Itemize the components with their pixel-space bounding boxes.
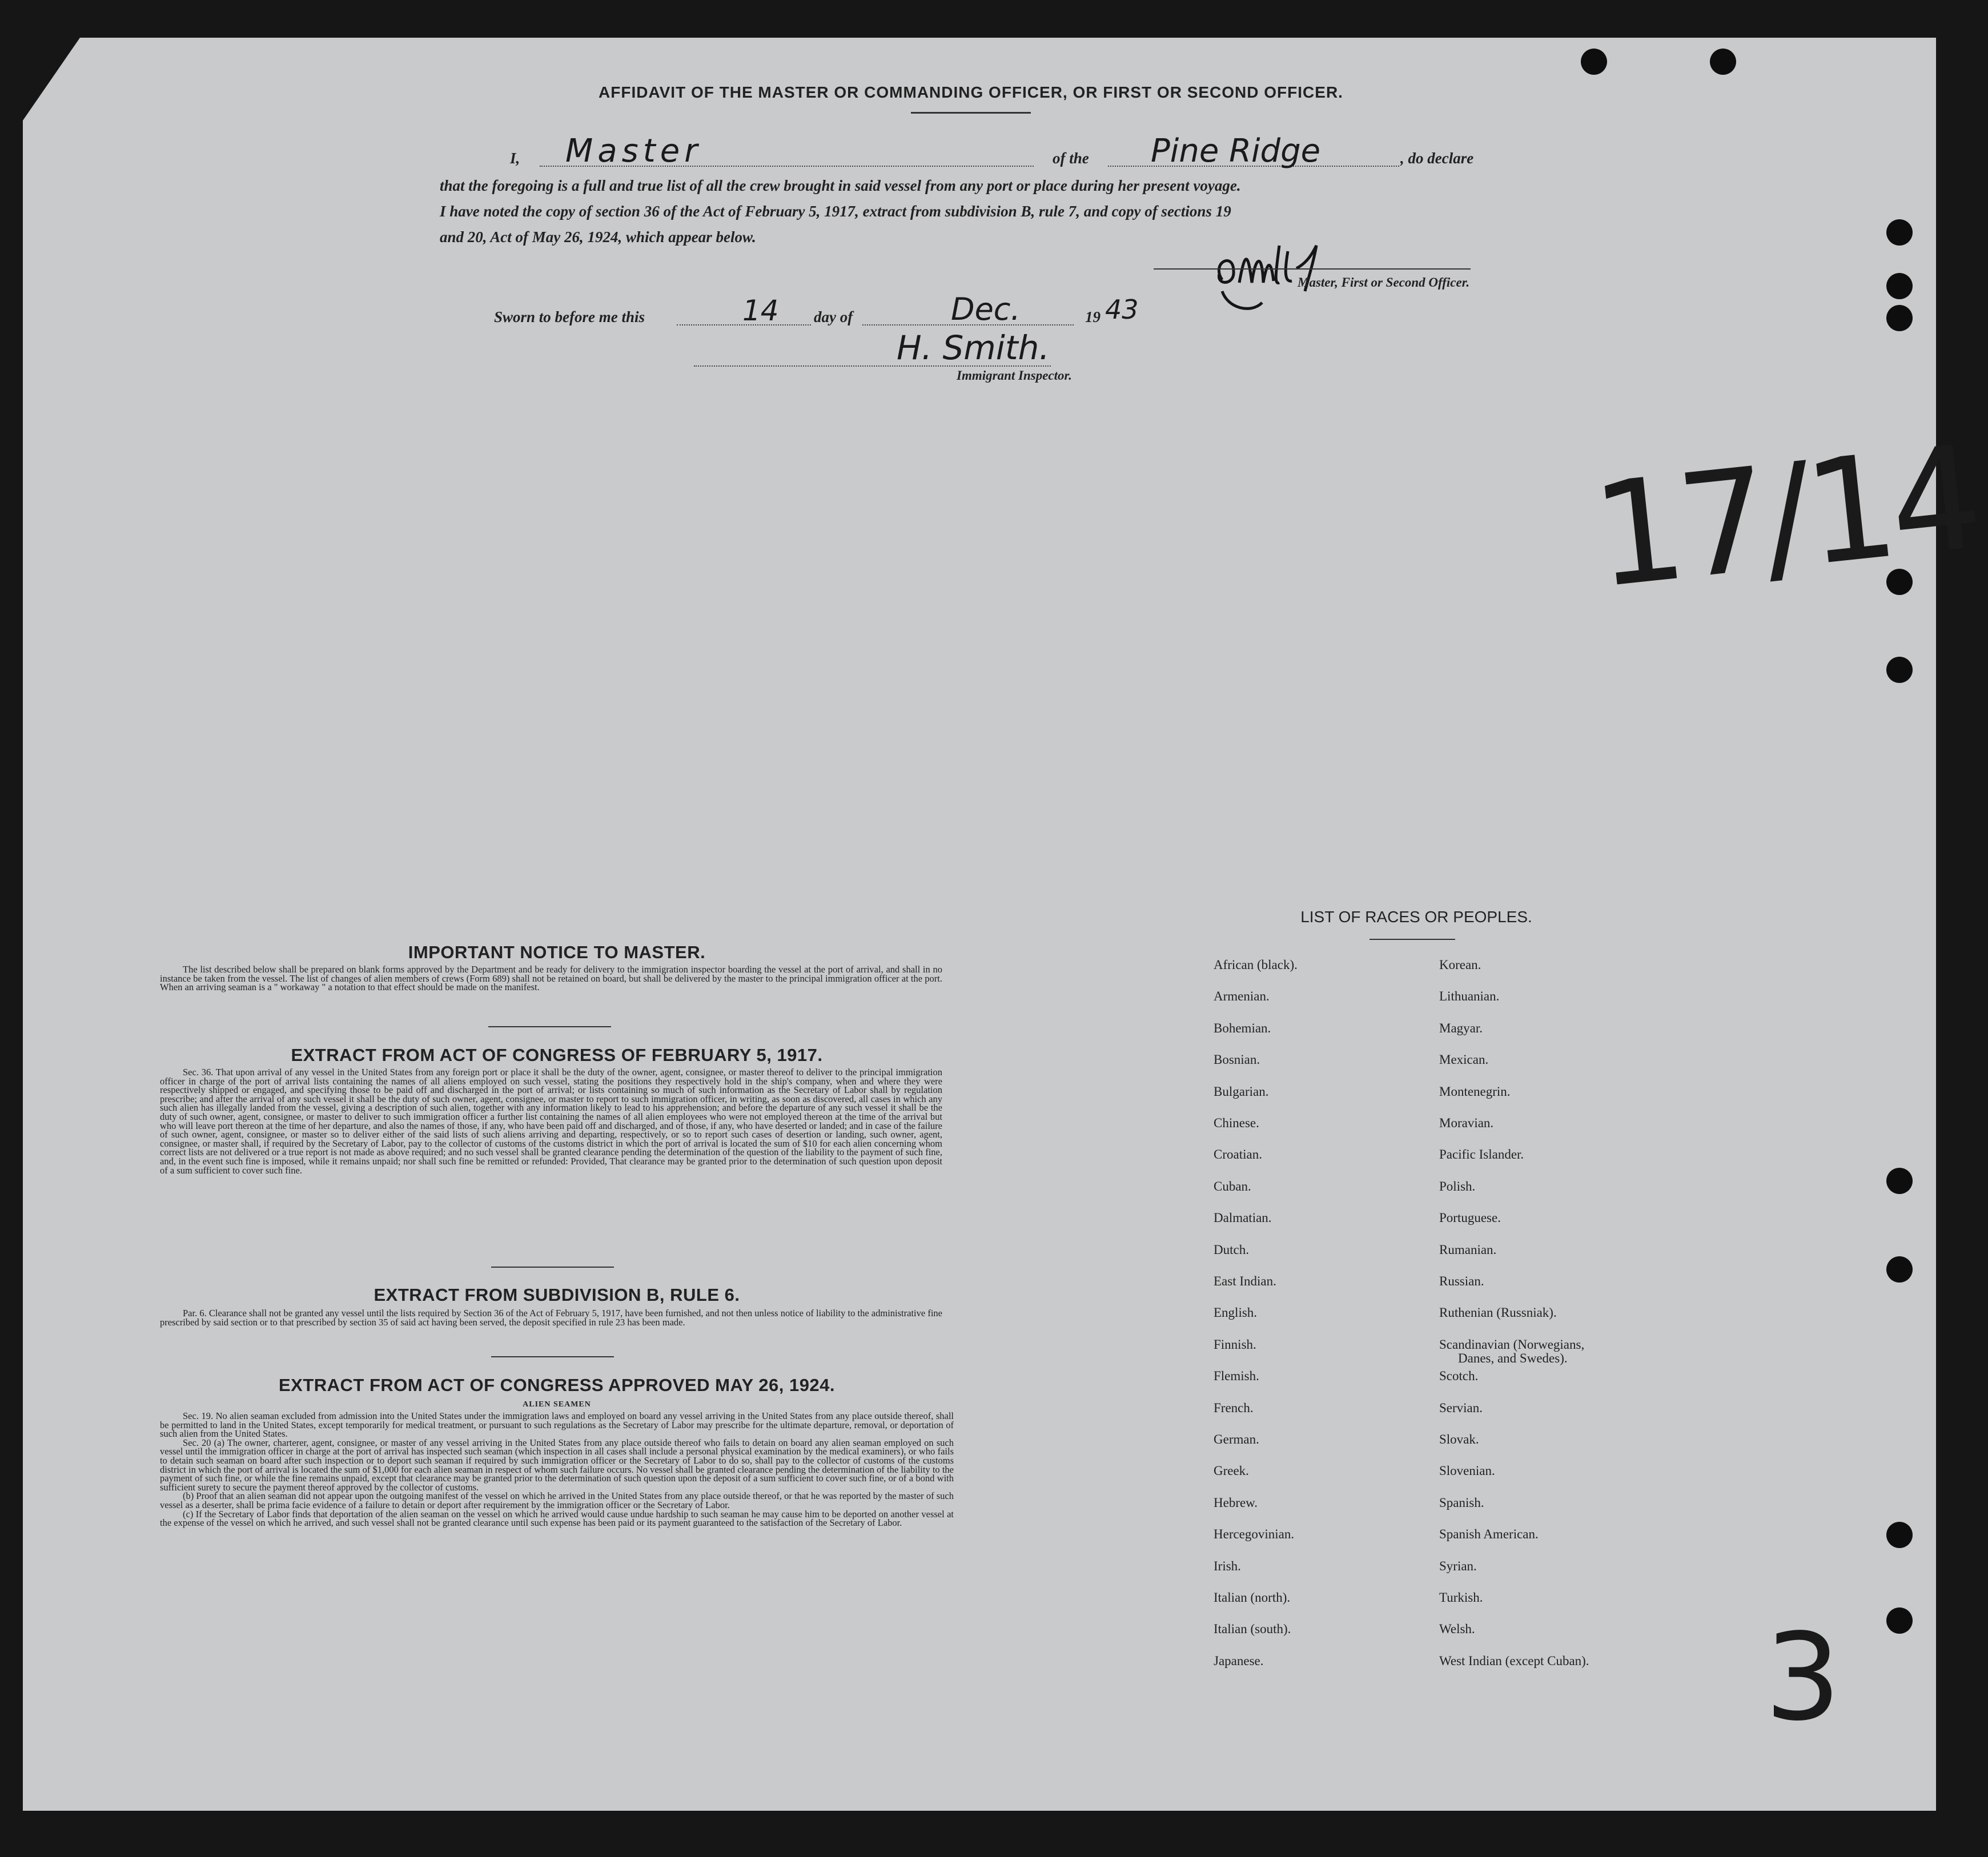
race-item: Moravian. xyxy=(1439,1116,1494,1130)
sworn-day-of: day of xyxy=(814,308,853,325)
sec20b-paragraph: (b) Proof that an alien seaman did not appear upon the outgoing manifest of the vessel on which he arrived in the United States from any place outside thereof, or that he was reported by the master of such vessel as a deserter, shall be prima facie evidence of a failure to detain or deport after requirement by the immigration officer or the Secretary of Labor. xyxy=(160,1490,954,1510)
race-item: Lithuanian. xyxy=(1439,989,1500,1004)
races-title-underline xyxy=(1369,939,1455,940)
sworn-prefix: Sworn to before me this xyxy=(494,308,645,325)
officer-signature-caption: Master, First or Second Officer. xyxy=(1298,275,1470,290)
race-item: Scotch. xyxy=(1439,1369,1479,1384)
officer-signature xyxy=(1199,228,1371,314)
race-item: Slovenian. xyxy=(1439,1464,1495,1478)
race-item: Rumanian. xyxy=(1439,1242,1497,1257)
race-item: Irish. xyxy=(1214,1558,1241,1573)
line1-suffix: , do declare xyxy=(1400,150,1474,167)
race-item: West Indian (except Cuban). xyxy=(1439,1653,1589,1668)
race-item: Italian (north). xyxy=(1214,1590,1291,1605)
vessel-name-handwritten: Pine Ridge xyxy=(1151,132,1321,170)
race-item: Welsh. xyxy=(1439,1622,1475,1637)
extract-1917-text xyxy=(160,1068,942,1175)
race-item: Turkish. xyxy=(1439,1590,1483,1605)
race-item: Bohemian. xyxy=(1214,1020,1271,1035)
race-item: Bulgarian. xyxy=(1214,1084,1269,1099)
punch-hole xyxy=(1886,219,1913,246)
par6-paragraph: Par. 6. Clearance shall not be granted any vessel until the lists required by Section 36 of the Act of February 5, 1917, have been furnished, and not then unless notice of liability to the administrative fine prescribed by said section or to that prescribed by section 35 of said act having been served, the deposit specified in rule 23 has been made. xyxy=(160,1308,942,1328)
declaration-line-1 xyxy=(510,150,520,167)
race-item: Spanish American. xyxy=(1439,1527,1539,1542)
extract-1917-title: EXTRACT FROM ACT OF CONGRESS OF FEBRUARY 5, 1917. xyxy=(291,1045,823,1065)
affidavit-title: AFFIDAVIT OF THE MASTER OR COMMANDING OFFICER, OR FIRST OR SECOND OFFICER. xyxy=(599,83,1343,101)
officer-signature-line xyxy=(1154,268,1471,270)
declaration-line-4: and 20, Act of May 26, 1924, which appear below. xyxy=(440,228,756,246)
divider xyxy=(491,1356,614,1357)
race-item: Greek. xyxy=(1214,1464,1249,1478)
race-item: Ruthenian (Russniak). xyxy=(1439,1305,1557,1320)
race-item: Bosnian. xyxy=(1214,1052,1260,1067)
punch-hole xyxy=(1886,273,1913,299)
extract-1924-text xyxy=(160,1412,954,1528)
race-item: Dutch. xyxy=(1214,1242,1249,1257)
race-item: Hercegovinian. xyxy=(1214,1527,1295,1542)
extract-rule6-text xyxy=(160,1309,942,1327)
sec20a-paragraph: Sec. 20 (a) The owner, charterer, agent, consignee, or master of any vessel arriving in the United States from any place outside thereof who fails to detain on board any alien seaman employed on such vessel until the immigration officer in charge at the port of arrival has inspected such seaman (which inspection in all cases shall include a personal physical examination by the medical examiners), or who fails to detain such seaman on board after such inspection or to deport such seaman if required by such immigration officer or the Secretary of Labor to do so, shall pay to the collector of customs of the customs district in which the port of arrival is located the sum of $1,000 for each alien seaman in respect of whom such failure occurs. No vessel shall be granted clearance pending the determination of the liability to the payment of such fine, or while the fine remains unpaid, except that clearance may be granted prior to the determination of such question upon the deposit of a sum sufficient to cover such fine, or of a bond with sufficient surety to secure the payment thereof approved by the collector of customs. xyxy=(160,1437,954,1493)
extract-1924-title: EXTRACT FROM ACT OF CONGRESS APPROVED MAY 26, 1924. xyxy=(278,1375,836,1395)
sec20c-paragraph: (c) If the Secretary of Labor finds that deportation of the alien seaman on the vessel on which he arrived would cause undue hardship to such seaman he may cause him to be deported on another vessel at the expense of the vessel on which he arrived, and such vessel shall not be granted clearance until such expense has been paid or its payment guaranteed to the satisfaction of the Secretary of Labor. xyxy=(160,1508,954,1529)
race-item: Armenian. xyxy=(1214,989,1270,1004)
sec36-paragraph: Sec. 36. That upon arrival of any vessel in the United States from any foreign port or place it shall be the duty of the owner, agent, consignee, or master thereof to deliver to the principal immigration officer in charge of the port of arrival lists containing the names of all aliens employed on such vessel, stating the positions they respectively hold in the ship's company, when and where they were respectively shipped or engaged, and specifying those to be paid off and discharged in the port of arrival; or lists containing so much of such information as the Secretary of Labor shall by regulation prescribe; and after the arrival of any such vessel it shall be the duty of such owner, agent, consignee, or master to report to such immigration officer, in writing, as soon as discovered, all cases in which any such alien has illegally landed from the vessel, giving a description of such alien, together with any information likely to lead to his apprehension; and before the departure of any such vessel it shall be the duty of such owner, agent, consignee, or master to deliver to such immigration officer a further list containing the names of all alien employees who were not employed thereon at the time of the arrival but who will leave port thereon at the time of her departure, and also the names of those, if any, who have been paid off and discharged, and of those, if any, who have deserted or landed; and in case of the failure of such owner, agent, consignee, or master so to deliver either of the said lists of such aliens arriving and departing, respectively, or so to report such cases of desertion or landing, such owner, agent, consignee, or master shall, if required by the Secretary of Labor, pay to the collector of customs of the customs district in which the port of arrival is located the sum of $10 for each alien concerning whom correct lists are not delivered or a true report is not made as above required; and no such vessel shall be granted clearance pending the determination of the question of the liability to the payment of such fine, and, in the event such fine is imposed, while it remains unpaid; nor shall such fine be remitted or refunded: Provided, That clearance may be granted prior to the determination of such question upon deposit of a sum sufficient to cover such fine. xyxy=(160,1067,942,1176)
alien-seamen-subtitle: ALIEN SEAMEN xyxy=(523,1400,591,1409)
race-item: African (black). xyxy=(1214,958,1298,972)
master-name-handwritten: Master xyxy=(565,132,702,170)
race-item: Magyar. xyxy=(1439,1020,1483,1035)
race-item: Finnish. xyxy=(1214,1337,1256,1352)
punch-hole xyxy=(1886,1168,1913,1194)
race-item: Flemish. xyxy=(1214,1369,1259,1384)
declaration-line-3: I have noted the copy of section 36 of the Act of February 5, 1917, extract from subdivision B, rule 7, and copy of sections 19 xyxy=(440,203,1231,220)
race-continuation: Danes, and Swedes). xyxy=(1458,1351,1568,1365)
notice-title: IMPORTANT NOTICE TO MASTER. xyxy=(408,942,706,962)
race-item: Spanish. xyxy=(1439,1495,1484,1510)
race-item: German. xyxy=(1214,1432,1259,1446)
race-item: East Indian. xyxy=(1214,1274,1276,1288)
race-item: Croatian. xyxy=(1214,1147,1262,1162)
sworn-year-prefix: 19 xyxy=(1085,308,1101,325)
race-item: French. xyxy=(1214,1400,1254,1415)
punch-hole xyxy=(1886,1607,1913,1634)
races-title: LIST OF RACES OR PEOPLES. xyxy=(1300,908,1532,926)
sworn-day-handwritten: 14 xyxy=(742,294,779,327)
sworn-month-handwritten: Dec. xyxy=(951,291,1021,327)
race-item: Scandinavian (Norwegians, xyxy=(1439,1337,1585,1352)
race-item: Slovak. xyxy=(1439,1432,1479,1446)
handwritten-record-number: 17/14 xyxy=(1585,414,1984,620)
divider xyxy=(491,1267,614,1268)
inspector-signature-handwritten: H. Smith. xyxy=(897,328,1050,367)
punch-hole xyxy=(1581,49,1607,75)
divider xyxy=(488,1026,611,1027)
race-item: Korean. xyxy=(1439,958,1481,972)
race-item: Montenegrin. xyxy=(1439,1084,1511,1099)
handwritten-page-number: 3 xyxy=(1765,1607,1841,1747)
race-item: Dalmatian. xyxy=(1214,1211,1272,1225)
race-item: Polish. xyxy=(1439,1179,1476,1193)
race-item: English. xyxy=(1214,1305,1258,1320)
race-item: Servian. xyxy=(1439,1400,1483,1415)
notice-text xyxy=(160,965,942,992)
line1-prefix: I, xyxy=(510,150,520,167)
extract-rule6-title: EXTRACT FROM SUBDIVISION B, RULE 6. xyxy=(373,1285,740,1305)
race-item: Syrian. xyxy=(1439,1558,1477,1573)
punch-hole xyxy=(1886,1256,1913,1283)
race-item: Mexican. xyxy=(1439,1052,1489,1067)
race-item: Hebrew. xyxy=(1214,1495,1258,1510)
title-underline xyxy=(911,112,1031,114)
race-item: Japanese. xyxy=(1214,1653,1264,1668)
declaration-line-2: that the foregoing is a full and true list of all the crew brought in said vessel from any port or place during her present voyage. xyxy=(440,177,1241,194)
sworn-year-handwritten: 43 xyxy=(1105,294,1139,325)
race-item: Russian. xyxy=(1439,1274,1484,1288)
race-item: Pacific Islander. xyxy=(1439,1147,1524,1162)
sec19-paragraph: Sec. 19. No alien seaman excluded from admission into the United States under the immigration laws and employed on board any vessel arriving in the United States from any place outside thereof, shall be permitted to land in the United States, except temporarily for medical treatment, or pursuant to such regulations as the Secretary of Labor may prescribe for the ultimate departure, removal, or deportation of such alien from the United States. xyxy=(160,1410,954,1440)
race-item: Portuguese. xyxy=(1439,1211,1501,1225)
race-item: Chinese. xyxy=(1214,1116,1259,1130)
punch-hole xyxy=(1886,305,1913,331)
race-item: Italian (south). xyxy=(1214,1622,1291,1637)
line1-mid: of the xyxy=(1053,150,1089,167)
punch-hole xyxy=(1886,1522,1913,1548)
inspector-caption: Immigrant Inspector. xyxy=(957,368,1072,383)
race-item: Cuban. xyxy=(1214,1179,1251,1193)
punch-hole xyxy=(1886,657,1913,683)
punch-hole xyxy=(1710,49,1736,75)
notice-paragraph: The list described below shall be prepared on blank forms approved by the Department and be ready for delivery to the immigration inspector boarding the vessel at the port of arrival, and shall in no instance be taken from the vessel. The list of changes of alien members of crews (Form 689) shall not be retained on board, but shall be delivered by the master to the principal immigration officer at the port. When an arriving seaman is a " workaway " a notation to that effect should be made on the manifest. xyxy=(160,964,942,993)
